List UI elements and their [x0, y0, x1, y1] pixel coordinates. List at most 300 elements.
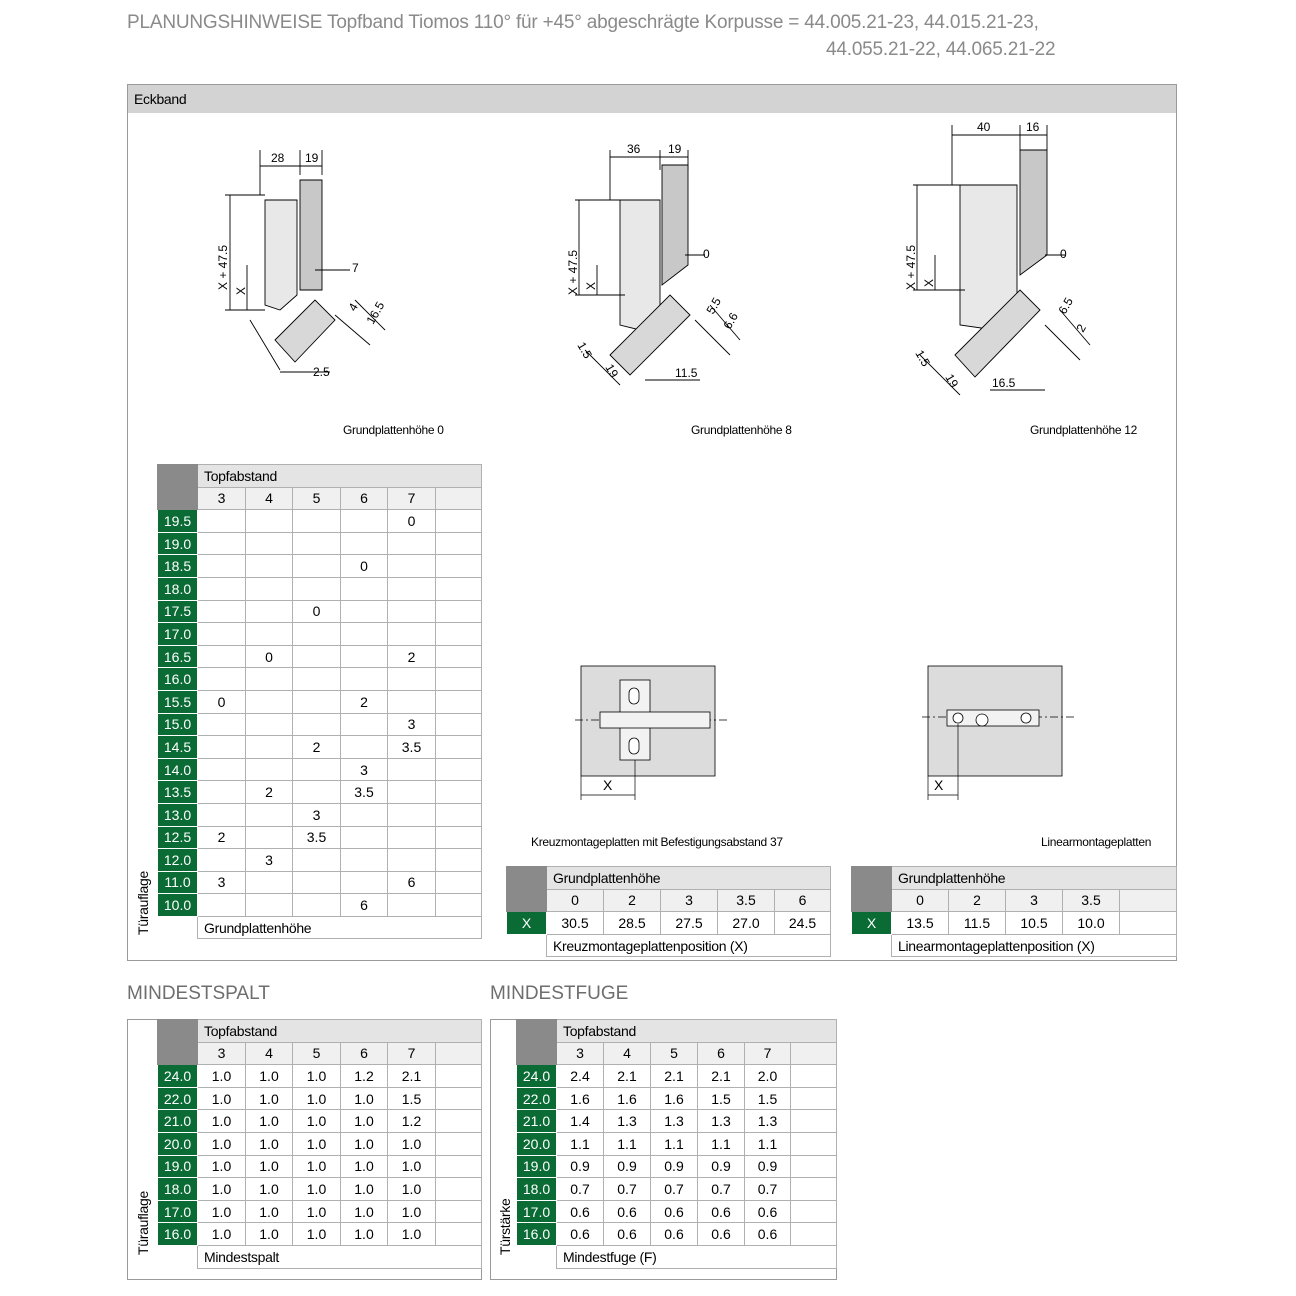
table-cell: 1.0 [246, 1132, 293, 1155]
table-cell [198, 894, 246, 917]
table-cell-empty [436, 781, 482, 804]
table-cell-empty [436, 894, 482, 917]
table-cell-empty [791, 1178, 837, 1201]
dim-label: 19 [602, 361, 622, 381]
column-header: 5 [293, 487, 341, 510]
row-label: 20.0 [517, 1132, 557, 1155]
row-label: 21.0 [158, 1110, 198, 1133]
row-label: X [852, 912, 892, 935]
table-row [158, 871, 482, 894]
dim-label: X + 47.5 [566, 249, 580, 295]
row-label: 12.0 [158, 849, 198, 872]
row-label: 13.5 [158, 781, 198, 804]
table-cell [388, 758, 436, 781]
table-cell [341, 849, 388, 872]
dim-label: 36 [627, 142, 641, 156]
table-row [158, 1155, 482, 1178]
row-label: 19.0 [158, 532, 198, 555]
table-cell: 1.5 [388, 1087, 436, 1110]
row-label: 11.0 [158, 871, 198, 894]
row-label: 14.0 [158, 758, 198, 781]
table-cell: 0.6 [557, 1223, 604, 1246]
dim-label: X + 47.5 [216, 244, 230, 290]
table-cell: 3 [198, 871, 246, 894]
table-row [158, 577, 482, 600]
table-cell: 1.0 [198, 1223, 246, 1246]
table-row [158, 713, 482, 736]
table-cell [293, 645, 341, 668]
table-cell-empty [436, 1065, 482, 1088]
table-footer: Linearmontageplattenposition (X) [892, 934, 1177, 957]
table-cell [293, 713, 341, 736]
table-cell: 0.6 [651, 1223, 698, 1246]
dim-label: 6.5 [1055, 295, 1076, 317]
table-cell: 1.0 [388, 1200, 436, 1223]
dim-label: 1.5 [912, 347, 933, 369]
row-label: 18.5 [158, 555, 198, 578]
table-cell: 1.0 [341, 1223, 388, 1246]
table-cell: 1.0 [198, 1065, 246, 1088]
column-header: 6 [341, 1042, 388, 1065]
column-header: 3 [661, 889, 718, 912]
row-label: 17.0 [158, 1200, 198, 1223]
table-cell [198, 781, 246, 804]
table-cell: 1.0 [388, 1178, 436, 1201]
table-cell [388, 555, 436, 578]
table-cell: 0.9 [557, 1155, 604, 1178]
table-cell: 27.0 [718, 912, 775, 935]
row-label: 10.0 [158, 894, 198, 917]
column-header: 3.5 [718, 889, 775, 912]
table-cell-empty [791, 1087, 837, 1110]
table-corner [158, 1020, 198, 1065]
table-cell [341, 645, 388, 668]
table-cell-empty [436, 803, 482, 826]
table-row [158, 555, 482, 578]
table-cell [198, 849, 246, 872]
topfabstand-table [157, 464, 482, 939]
table-cell: 11.5 [949, 912, 1006, 935]
header-row [852, 867, 1177, 890]
page-title-continued: 44.055.21-22, 44.065.21-22 [826, 39, 1056, 60]
table-cell: 1.3 [698, 1110, 745, 1133]
row-label: 16.5 [158, 645, 198, 668]
column-header: 3 [557, 1042, 604, 1065]
table-cell: 1.0 [293, 1223, 341, 1246]
table-cell: 1.0 [388, 1155, 436, 1178]
table-cell-empty [436, 600, 482, 623]
table-cell: 3.5 [293, 826, 341, 849]
table-row [158, 1110, 482, 1133]
table-cell: 2.1 [388, 1065, 436, 1088]
table-cell: 1.0 [341, 1178, 388, 1201]
table-cell-empty [791, 1110, 837, 1133]
table-cell: 3 [388, 713, 436, 736]
table-cell [246, 713, 293, 736]
column-header-row [852, 889, 1177, 912]
table-cell: 1.2 [341, 1065, 388, 1088]
table-cell-empty [436, 1155, 482, 1178]
dim-label: 5.5 [703, 295, 724, 317]
dim-label: 0 [703, 247, 710, 261]
table-cell [388, 690, 436, 713]
footer-spacer [158, 1245, 198, 1268]
table-row [158, 736, 482, 759]
footer-row [517, 1245, 837, 1268]
table-cell [293, 758, 341, 781]
dim-label: 2 [1073, 321, 1089, 335]
table-header: Topfabstand [557, 1020, 837, 1043]
table-cell: 3 [246, 849, 293, 872]
table-cell: 2.4 [557, 1065, 604, 1088]
header-row [517, 1020, 837, 1043]
row-label: 18.0 [517, 1178, 557, 1201]
table-cell: 1.0 [198, 1200, 246, 1223]
table-row [517, 1087, 837, 1110]
table-cell [388, 668, 436, 691]
column-header-empty [791, 1042, 837, 1065]
table-cell-empty [436, 1178, 482, 1201]
table-cell: 1.0 [293, 1200, 341, 1223]
column-header-row [158, 487, 482, 510]
table-cell: 2 [388, 645, 436, 668]
table-cell-empty [436, 1200, 482, 1223]
table-cell: 0 [293, 600, 341, 623]
row-label: 22.0 [158, 1087, 198, 1110]
table-cell: 1.0 [293, 1065, 341, 1088]
row-label: 15.5 [158, 690, 198, 713]
table-cell [293, 555, 341, 578]
dim-label: 19 [668, 142, 682, 156]
table-row [517, 1223, 837, 1246]
table-cell [341, 600, 388, 623]
table-cell: 0 [198, 690, 246, 713]
kreuz-caption: Kreuzmontageplatten mit Befestigungsabstand 37 [531, 835, 783, 849]
table-cell: 0.6 [745, 1223, 791, 1246]
table-cell: 2.0 [745, 1065, 791, 1088]
table-cell: 3.5 [341, 781, 388, 804]
table-row [158, 826, 482, 849]
table-row [158, 668, 482, 691]
table-cell: 0.6 [651, 1200, 698, 1223]
table-cell: 1.0 [293, 1110, 341, 1133]
table-cell: 10.5 [1006, 912, 1063, 935]
row-label: 20.0 [158, 1132, 198, 1155]
table-row [158, 758, 482, 781]
table-cell [388, 826, 436, 849]
hinge-drawing-0 [205, 140, 415, 390]
hinge-drawing-12 [895, 115, 1115, 410]
table-cell: 0.6 [745, 1200, 791, 1223]
table-cell: 0.7 [651, 1178, 698, 1201]
column-header: 7 [745, 1042, 791, 1065]
column-header: 2 [949, 889, 1006, 912]
table-cell: 0.7 [745, 1178, 791, 1201]
table-cell [246, 600, 293, 623]
table-row [158, 1223, 482, 1246]
table-header: Topfabstand [198, 465, 482, 488]
table-cell: 1.0 [198, 1087, 246, 1110]
table-cell [293, 894, 341, 917]
row-label: 17.5 [158, 600, 198, 623]
table-cell [198, 532, 246, 555]
table-footer: Mindestfuge (F) [557, 1245, 837, 1268]
table-cell: 0 [246, 645, 293, 668]
table-corner [507, 867, 547, 912]
table-row [517, 1200, 837, 1223]
table-cell [246, 690, 293, 713]
table-cell-empty [791, 1065, 837, 1088]
table-cell: 1.0 [293, 1132, 341, 1155]
dim-label: 16.5 [992, 376, 1016, 390]
table-cell [198, 758, 246, 781]
row-label: 16.0 [517, 1223, 557, 1246]
table-cell-empty [436, 1223, 482, 1246]
table-cell [293, 690, 341, 713]
table-cell: 1.1 [604, 1132, 651, 1155]
table-cell-empty [791, 1132, 837, 1155]
table-cell [198, 736, 246, 759]
table-cell: 1.0 [246, 1155, 293, 1178]
table-cell [293, 623, 341, 646]
table-cell: 0.9 [698, 1155, 745, 1178]
table-cell: 0.9 [604, 1155, 651, 1178]
table-header: Grundplattenhöhe [547, 867, 831, 890]
row-label: 13.0 [158, 803, 198, 826]
drawing-caption-8: Grundplattenhöhe 8 [691, 423, 792, 437]
table-cell: 1.6 [651, 1087, 698, 1110]
dim-label: X + 47.5 [904, 244, 918, 290]
table-row [158, 803, 482, 826]
dim-label: 16.5 [363, 299, 388, 327]
table-cell-empty [1120, 912, 1177, 935]
table-cell: 0.6 [698, 1223, 745, 1246]
table-cell-empty [436, 555, 482, 578]
table-cell [198, 577, 246, 600]
table-cell [246, 577, 293, 600]
table-cell: 6 [341, 894, 388, 917]
linear-plate-drawing [922, 660, 1082, 800]
table-cell: 1.3 [604, 1110, 651, 1133]
table-cell: 2 [341, 690, 388, 713]
table-cell [246, 736, 293, 759]
dim-label: 16 [1026, 120, 1040, 134]
table-row [517, 1065, 837, 1088]
table-cell [293, 668, 341, 691]
table-cell [341, 826, 388, 849]
mindestfuge-table [516, 1019, 837, 1269]
table-cell: 1.0 [198, 1178, 246, 1201]
table-cell [293, 510, 341, 533]
table-cell: 30.5 [547, 912, 604, 935]
footer-spacer [158, 916, 198, 939]
row-label: 24.0 [517, 1065, 557, 1088]
table-cell: 1.0 [293, 1087, 341, 1110]
table-cell [246, 555, 293, 578]
table-cell [198, 555, 246, 578]
table-cell [198, 803, 246, 826]
dim-label: X [922, 278, 936, 287]
table-cell [246, 668, 293, 691]
column-header: 3.5 [1063, 889, 1120, 912]
table-row [158, 532, 482, 555]
table-cell [388, 623, 436, 646]
table-cell [246, 894, 293, 917]
table-cell [293, 871, 341, 894]
column-header: 7 [388, 487, 436, 510]
table-cell-empty [436, 849, 482, 872]
table-row [517, 1178, 837, 1201]
table-cell: 1.0 [388, 1223, 436, 1246]
table-cell [388, 803, 436, 826]
table-cell [293, 532, 341, 555]
column-header: 4 [246, 1042, 293, 1065]
row-label: 16.0 [158, 668, 198, 691]
column-header: 3 [198, 1042, 246, 1065]
table-cell-empty [791, 1223, 837, 1246]
dim-label: 7 [352, 261, 359, 275]
row-label: 17.0 [517, 1200, 557, 1223]
dim-label: 2.5 [313, 365, 330, 379]
table-cell: 1.2 [388, 1110, 436, 1133]
table-footer: Grundplattenhöhe [198, 916, 482, 939]
table-cell-empty [436, 532, 482, 555]
table-cell: 1.1 [557, 1132, 604, 1155]
value-row [852, 912, 1177, 935]
table-cell: 1.0 [198, 1110, 246, 1133]
column-header: 6 [698, 1042, 745, 1065]
column-header: 3 [1006, 889, 1063, 912]
table-cell-empty [791, 1155, 837, 1178]
header-row [158, 1020, 482, 1043]
column-header: 4 [604, 1042, 651, 1065]
header-row [507, 867, 831, 890]
table-cell-empty [436, 736, 482, 759]
mindestspalt-table [157, 1019, 482, 1269]
table-row [158, 1087, 482, 1110]
table-cell [388, 781, 436, 804]
table-cell [388, 849, 436, 872]
column-header-row [158, 1042, 482, 1065]
table-cell-empty [436, 1087, 482, 1110]
footer-spacer [507, 934, 547, 957]
table-cell: 0.6 [698, 1200, 745, 1223]
table-row [158, 623, 482, 646]
dim-label: 40 [977, 120, 991, 134]
table-cell-empty [436, 758, 482, 781]
column-header-empty [436, 1042, 482, 1065]
table-cell: 1.0 [341, 1155, 388, 1178]
row-label: 19.5 [158, 510, 198, 533]
table-cell: 1.0 [246, 1110, 293, 1133]
table-cell: 6 [388, 871, 436, 894]
mindestspalt-title: MINDESTSPALT [127, 983, 270, 1004]
table-cell [198, 713, 246, 736]
table-cell: 0 [388, 510, 436, 533]
table-cell [341, 510, 388, 533]
table-cell: 2.1 [651, 1065, 698, 1088]
table-cell: 27.5 [661, 912, 718, 935]
table-cell [388, 894, 436, 917]
linear-caption: Linearmontageplatten [1041, 835, 1152, 849]
table-cell [293, 577, 341, 600]
row-label: 17.0 [158, 623, 198, 646]
column-header: 6 [341, 487, 388, 510]
table-cell: 1.0 [198, 1132, 246, 1155]
table-cell-empty [436, 871, 482, 894]
table-footer: Kreuzmontageplattenposition (X) [547, 934, 831, 957]
table-row [158, 510, 482, 533]
table-cell: 1.0 [341, 1110, 388, 1133]
table-cell [246, 803, 293, 826]
table-cell: 2 [293, 736, 341, 759]
table-cell [246, 871, 293, 894]
footer-row [158, 1245, 482, 1268]
table-cell-empty [436, 510, 482, 533]
table-cell [388, 600, 436, 623]
table-cell: 1.3 [651, 1110, 698, 1133]
table-row [517, 1155, 837, 1178]
linear-x-label: X [934, 777, 944, 793]
dim-label: X [234, 286, 248, 295]
table-row [158, 1200, 482, 1223]
table-cell: 1.6 [557, 1087, 604, 1110]
table-cell [293, 849, 341, 872]
table-cell [341, 871, 388, 894]
table-cell-empty [436, 713, 482, 736]
table-cell: 24.5 [775, 912, 831, 935]
table-row [158, 1178, 482, 1201]
header-row [158, 465, 482, 488]
dim-label: 28 [271, 151, 285, 165]
table-cell [341, 803, 388, 826]
column-header: 2 [604, 889, 661, 912]
hinge-drawing-8 [565, 135, 775, 395]
column-header-empty [1120, 889, 1177, 912]
table-cell: 3 [341, 758, 388, 781]
table-cell: 1.0 [341, 1087, 388, 1110]
table-cell: 1.0 [246, 1223, 293, 1246]
column-header-row [517, 1042, 837, 1065]
row-label: 12.5 [158, 826, 198, 849]
table-row [158, 645, 482, 668]
table-row [158, 781, 482, 804]
table-cell: 1.6 [604, 1087, 651, 1110]
table-cell: 2 [246, 781, 293, 804]
table-cell-empty [436, 577, 482, 600]
table-cell [198, 623, 246, 646]
kreuz-plate-drawing [575, 660, 735, 800]
footer-row [158, 916, 482, 939]
column-header: 4 [246, 487, 293, 510]
column-header-row [507, 889, 831, 912]
table-cell: 0.7 [557, 1178, 604, 1201]
table-cell [198, 510, 246, 533]
eckband-title-bar [128, 85, 1176, 113]
column-header: 7 [388, 1042, 436, 1065]
table-cell [246, 758, 293, 781]
column-header: 6 [775, 889, 831, 912]
table-cell [341, 713, 388, 736]
table-cell: 1.0 [293, 1178, 341, 1201]
column-header-empty [436, 487, 482, 510]
table-cell: 3.5 [388, 736, 436, 759]
linear-position-table [851, 866, 1177, 957]
table-cell [198, 600, 246, 623]
table-cell: 13.5 [892, 912, 949, 935]
column-header: 5 [293, 1042, 341, 1065]
row-label: 18.0 [158, 577, 198, 600]
